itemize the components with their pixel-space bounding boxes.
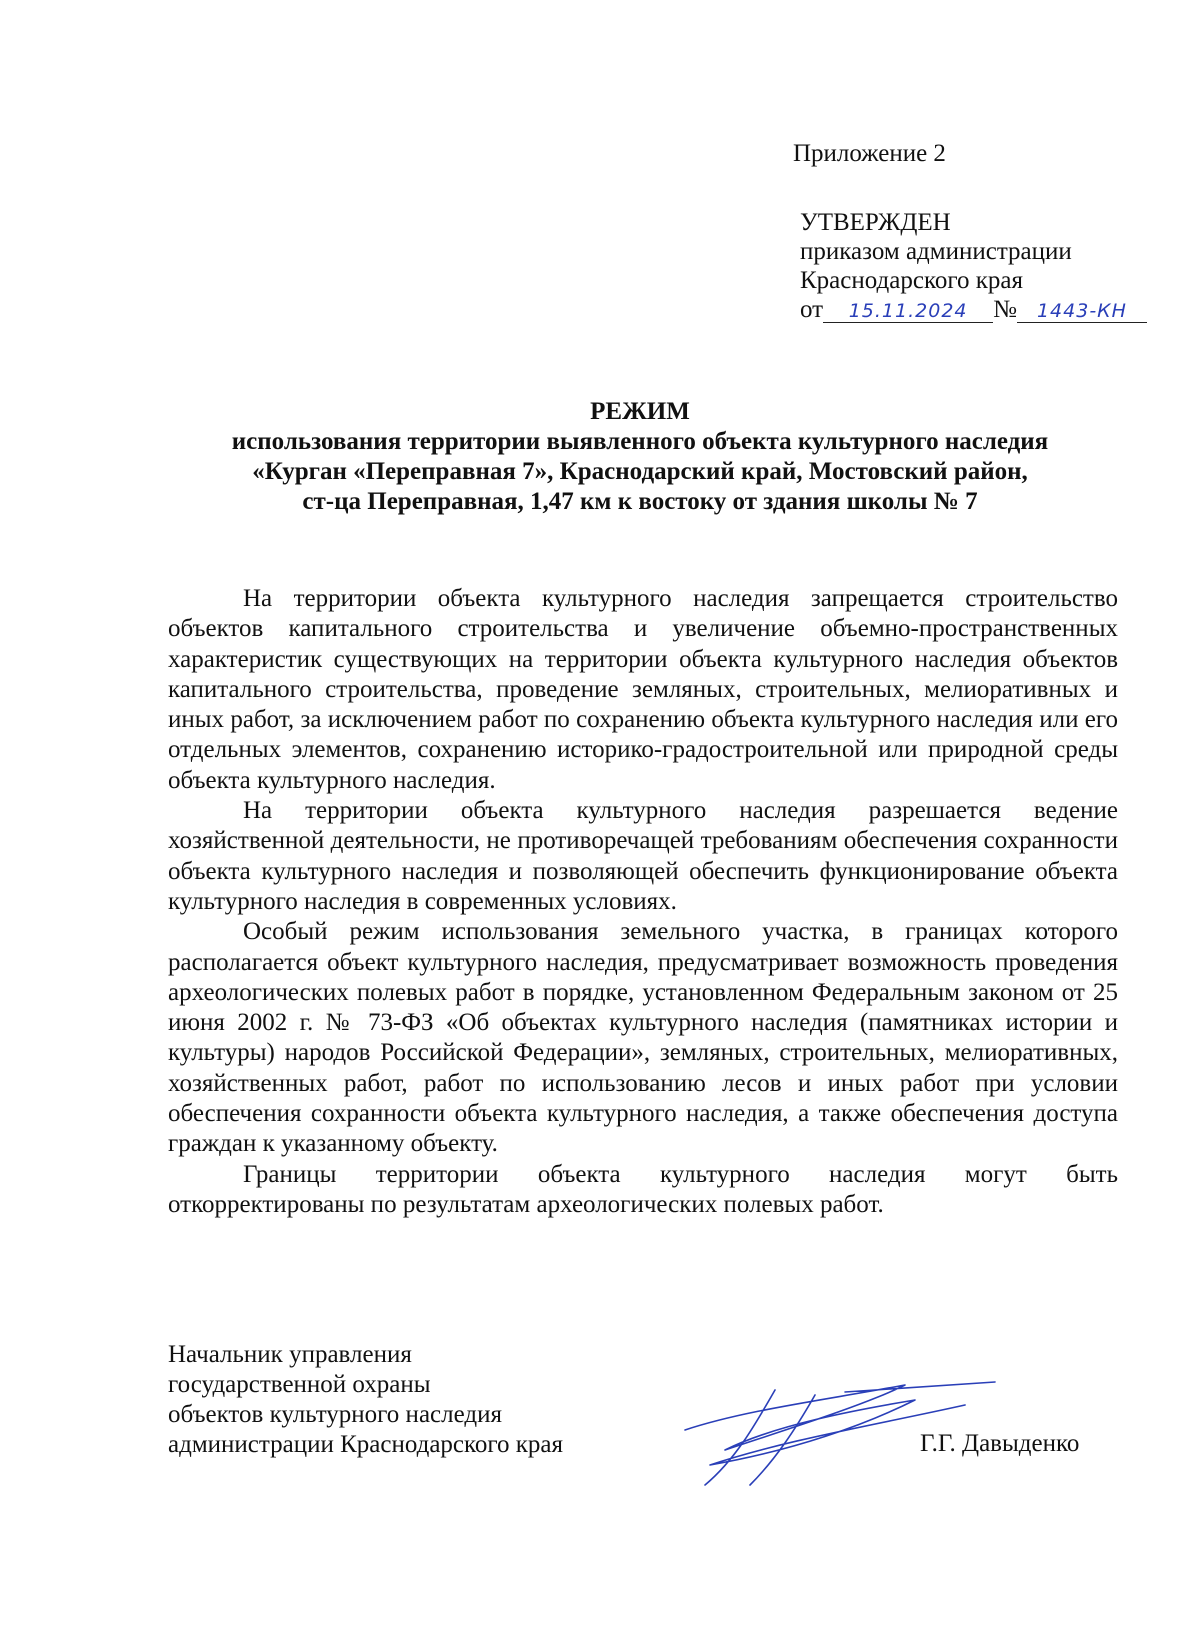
title-line-2: использования территории выявленного объекта культурного наследия (231, 428, 1049, 455)
handwritten-number: 1443-КН (1017, 300, 1147, 323)
handwritten-date: 15.11.2024 (823, 300, 993, 323)
signer-line-2: государственной охраны (168, 1371, 431, 1398)
approval-line-region: Краснодарского края (800, 267, 1023, 294)
signer-name: Г.Г. Давыденко (920, 1430, 1080, 1457)
number-label: № (993, 296, 1017, 323)
document-title (160, 397, 1120, 517)
signer-line-1: Начальник управления (168, 1341, 412, 1368)
approval-heading: УТВЕРЖДЕН (800, 209, 951, 236)
signer-line-3: объектов культурного наследия (168, 1401, 502, 1428)
paragraph-4: Границы территории объекта культурного наследия могут быть откорректированы по результатам археологических полевых работ. (168, 1160, 1118, 1218)
signer-position (168, 1340, 563, 1460)
signer-line-4: администрации Краснодарского края (168, 1431, 564, 1458)
paragraph-3: Особый режим использования земельного участка, в границах которого располагается объект культурного наследия, предусматривает возможность проведения археологических полевых работ в порядке, установленном Федеральным законом от 25 июня 2002 г. № 73-ФЗ «Об объектах культурного наследия (памятниках истории и культуры) народов Российской Федерации», земляных, строительных, мелиоративных, хозяйственных работ, работ по использованию лесов и иных работ при условии обеспечения сохранности объекта культурного наследия, а также обеспечения доступа граждан к указанному объекту. (168, 918, 1118, 1158)
title-line-3: «Курган «Переправная 7», Краснодарский край, Мостовский район, (252, 458, 1028, 485)
approval-date-number-line (800, 295, 1147, 324)
approval-stamp (800, 208, 1147, 324)
approval-line-order: приказом администрации (800, 238, 1072, 265)
document-body (168, 584, 1118, 1220)
from-label: от (800, 296, 824, 323)
paragraph-2: На территории объекта культурного наследия разрешается ведение хозяйственной деятельности, не противоречащей требованиям обеспечения сохранности объекта культурного наследия и позволяющей обеспечить функционирование объекта культурного наследия в современных условиях. (168, 797, 1118, 915)
appendix-label: Приложение 2 (793, 140, 946, 167)
title-line-1: РЕЖИМ (590, 398, 690, 425)
title-line-4: ст-ца Переправная, 1,47 км к востоку от здания школы № 7 (302, 488, 978, 515)
paragraph-1: На территории объекта культурного наследия запрещается строительство объектов капитального строительства и увеличение объемно-пространственных характеристик существующих на территории объекта культурного наследия объектов капитального строительства, проведение земляных, строительных, мелиоративных и иных работ, за исключением работ по сохранению объекта культурного наследия или его отдельных элементов, сохранению историко-градостроительной или природной среды объекта культурного наследия. (168, 585, 1118, 794)
